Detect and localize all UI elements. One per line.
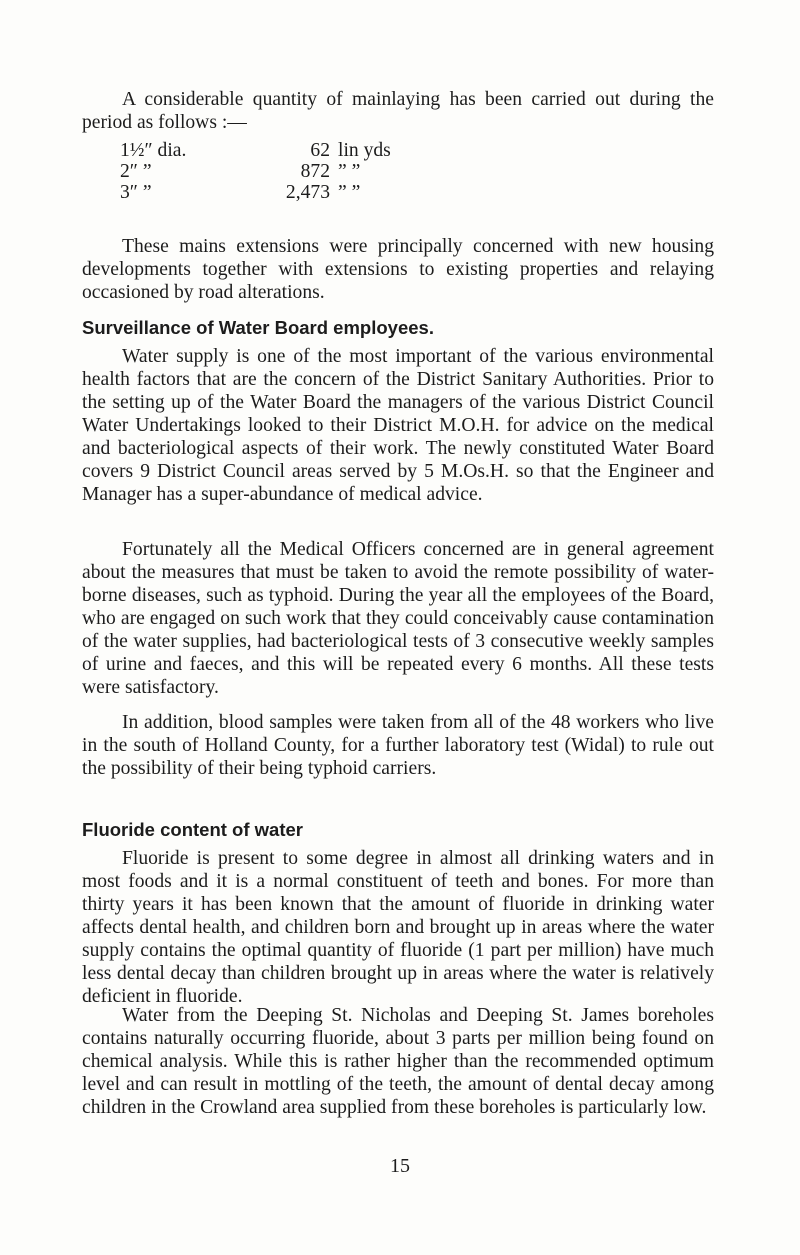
intro-paragraph: A considerable quantity of mainlaying has been carried out during the period as follows :— bbox=[82, 89, 714, 133]
section-heading: Surveillance of Water Board employees. bbox=[82, 317, 434, 338]
section-surveillance bbox=[82, 316, 714, 339]
mains-paragraph: These mains extensions were principally concerned with new housing developments together with extensions to existing properties and relaying occasioned by road alterations. bbox=[82, 236, 714, 303]
mains-table bbox=[120, 140, 540, 203]
table-row bbox=[120, 140, 540, 161]
length-cell: 62 bbox=[310, 140, 330, 161]
page-number: 15 bbox=[390, 1155, 410, 1177]
section-fluoride bbox=[82, 818, 714, 841]
surveillance-p3-block bbox=[82, 711, 714, 780]
table-row bbox=[120, 161, 540, 182]
fluoride-p1-block bbox=[82, 847, 714, 1008]
table-row bbox=[120, 182, 540, 203]
intro-block bbox=[82, 88, 714, 134]
paragraph: In addition, blood samples were taken from all of the 48 workers who live in the south of Holland County, for a further laboratory test (Widal) to rule out the possibility of their being typhoid carriers. bbox=[82, 712, 714, 779]
paragraph: Water from the Deeping St. Nicholas and Deeping St. James boreholes contains naturally occurring fluoride, about 3 parts per million being found on chemical analysis. While this is rather higher than the recommended optimum level and can result in mottling of the teeth, the amount of dental decay among children in the Crowland area supplied from these boreholes is particularly low. bbox=[82, 1005, 714, 1118]
paragraph: Fortunately all the Medical Officers concerned are in general agreement about the measures that must be taken to avoid the remote possibility of water-borne diseases, such as typhoid. During the year all the employees of the Board, who are engaged on such work that they could conceivably cause contamination of the water supplies, had bacteriological tests of 3 consecutive weekly samples of urine and faeces, and this will be repeated every 6 months. All these tests were satisfactory. bbox=[82, 539, 714, 698]
section-heading: Fluoride content of water bbox=[82, 819, 303, 840]
unit-cell: ” ” bbox=[338, 161, 361, 182]
length-cell: 872 bbox=[300, 161, 330, 182]
unit-cell: lin yds bbox=[338, 140, 391, 161]
surveillance-p1-block bbox=[82, 345, 714, 506]
paragraph: Water supply is one of the most important of the various environmental health factors that are the concern of the District Sanitary Authorities. Prior to the setting up of the Water Board the managers of the various District Council Water Undertakings looked to their District M.O.H. for advice on the medical and bacteriological aspects of their work. The newly constituted Water Board covers 9 District Council areas served by 5 M.Os.H. so that the Engineer and Manager has a super-abundance of medical advice. bbox=[82, 346, 714, 505]
fluoride-p2-block bbox=[82, 1004, 714, 1119]
diameter-cell: 2″ ” bbox=[120, 161, 152, 182]
diameter-cell: 1½″ dia. bbox=[120, 140, 187, 161]
paragraph: Fluoride is present to some degree in almost all drinking waters and in most foods and it is a normal constituent of teeth and bones. For more than thirty years it has been known that the amount of fluoride in drinking water affects dental health, and children born and brought up in areas where the water supply contains the optimal quantity of fluoride (1 part per million) have much less dental decay than children brought up in areas where the water is relatively deficient in fluoride. bbox=[82, 848, 714, 1007]
unit-cell: ” ” bbox=[338, 182, 361, 203]
length-cell: 2,473 bbox=[285, 182, 330, 203]
diameter-cell: 3″ ” bbox=[120, 182, 152, 203]
surveillance-p2-block bbox=[82, 538, 714, 699]
mains-block bbox=[82, 235, 714, 304]
